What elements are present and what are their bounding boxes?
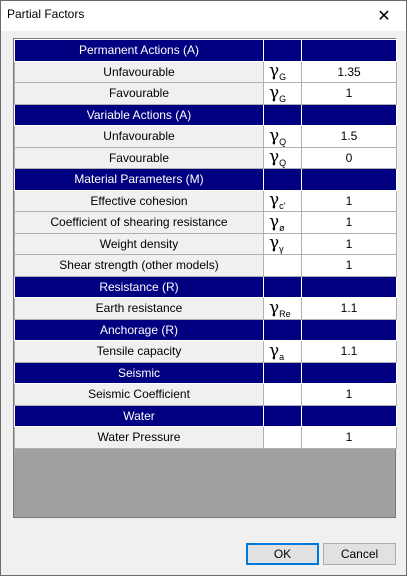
section-header (15, 362, 397, 384)
cancel-button[interactable]: Cancel (323, 543, 396, 565)
gamma-symbol-icon: γ (269, 82, 280, 103)
factor-value[interactable]: 1.1 (302, 341, 397, 363)
table-row (15, 233, 397, 255)
factor-label: Earth resistance (15, 298, 264, 320)
factor-label: Favourable (15, 147, 264, 169)
factor-value[interactable]: 1 (302, 233, 397, 255)
table-row (15, 212, 397, 234)
section-title: Seismic (15, 362, 264, 384)
gamma-symbol-icon: γ (269, 147, 280, 168)
header-symbol-cell (264, 40, 302, 62)
header-symbol-cell (264, 104, 302, 126)
factor-symbol (264, 83, 302, 105)
header-value-cell (302, 104, 397, 126)
factor-value[interactable]: 1 (302, 255, 397, 277)
factor-value[interactable]: 1 (302, 190, 397, 212)
gamma-symbol-icon: γ (269, 233, 280, 254)
section-title: Permanent Actions (A) (15, 40, 264, 62)
section-header (15, 169, 397, 191)
header-value-cell (302, 362, 397, 384)
factor-label: Seismic Coefficient (15, 384, 264, 406)
symbol-subscript: G (279, 72, 287, 83)
symbol-subscript: Re (279, 308, 291, 319)
factor-label: Tensile capacity (15, 341, 264, 363)
header-value-cell (302, 276, 397, 298)
factor-label: Coefficient of shearing resistance (15, 212, 264, 234)
factor-value[interactable]: 1 (302, 83, 397, 105)
factor-label: Favourable (15, 83, 264, 105)
gamma-symbol-icon: γ (269, 340, 280, 361)
factor-label: Unfavourable (15, 126, 264, 148)
factor-symbol (264, 384, 302, 406)
title-bar (1, 1, 406, 31)
table-row (15, 147, 397, 169)
section-header (15, 405, 397, 427)
header-value-cell (302, 319, 397, 341)
symbol-subscript: Q (279, 136, 287, 147)
factor-label: Weight density (15, 233, 264, 255)
factor-value[interactable]: 1.1 (302, 298, 397, 320)
header-value-cell (302, 40, 397, 62)
factor-symbol (264, 427, 302, 449)
table-row (15, 83, 397, 105)
factor-symbol (264, 190, 302, 212)
factor-symbol (264, 255, 302, 277)
factors-grid (13, 38, 396, 518)
factor-label: Effective cohesion (15, 190, 264, 212)
section-header (15, 104, 397, 126)
ok-button[interactable]: OK (246, 543, 319, 565)
close-icon[interactable]: ✕ (377, 8, 391, 25)
factor-symbol (264, 212, 302, 234)
table-row (15, 427, 397, 449)
header-symbol-cell (264, 319, 302, 341)
section-title: Material Parameters (M) (15, 169, 264, 191)
header-symbol-cell (264, 276, 302, 298)
symbol-subscript: γ (279, 244, 284, 255)
header-value-cell (302, 405, 397, 427)
factor-value[interactable]: 1 (302, 212, 397, 234)
section-title: Resistance (R) (15, 276, 264, 298)
factor-value[interactable]: 0 (302, 147, 397, 169)
section-header (15, 40, 397, 62)
section-title: Variable Actions (A) (15, 104, 264, 126)
table-row (15, 61, 397, 83)
header-symbol-cell (264, 169, 302, 191)
table-row (15, 384, 397, 406)
gamma-symbol-icon: γ (269, 297, 280, 318)
window-title: Partial Factors (7, 7, 85, 21)
header-symbol-cell (264, 405, 302, 427)
table-row (15, 341, 397, 363)
factor-value[interactable]: 1 (302, 384, 397, 406)
factor-label: Shear strength (other models) (15, 255, 264, 277)
header-symbol-cell (264, 362, 302, 384)
section-header (15, 276, 397, 298)
factors-table (14, 39, 397, 449)
section-title: Anchorage (R) (15, 319, 264, 341)
gamma-symbol-icon: γ (269, 125, 280, 146)
section-title: Water (15, 405, 264, 427)
factor-symbol (264, 298, 302, 320)
factor-label: Water Pressure (15, 427, 264, 449)
symbol-subscript: Q (279, 158, 287, 169)
factor-symbol (264, 61, 302, 83)
symbol-subscript: a (279, 351, 285, 362)
factor-value[interactable]: 1.5 (302, 126, 397, 148)
gamma-symbol-icon: γ (269, 61, 280, 82)
factor-label: Unfavourable (15, 61, 264, 83)
table-row (15, 255, 397, 277)
table-row (15, 298, 397, 320)
table-row (15, 126, 397, 148)
gamma-symbol-icon: γ (269, 190, 280, 211)
factor-value[interactable]: 1 (302, 427, 397, 449)
factor-symbol (264, 126, 302, 148)
factor-symbol (264, 341, 302, 363)
symbol-subscript: c' (279, 201, 286, 212)
factor-value[interactable]: 1.35 (302, 61, 397, 83)
factor-symbol (264, 147, 302, 169)
header-value-cell (302, 169, 397, 191)
symbol-subscript: G (279, 93, 287, 104)
table-row (15, 190, 397, 212)
factor-symbol (264, 233, 302, 255)
gamma-symbol-icon: γ (269, 211, 280, 232)
symbol-subscript: ø (279, 222, 285, 233)
section-header (15, 319, 397, 341)
